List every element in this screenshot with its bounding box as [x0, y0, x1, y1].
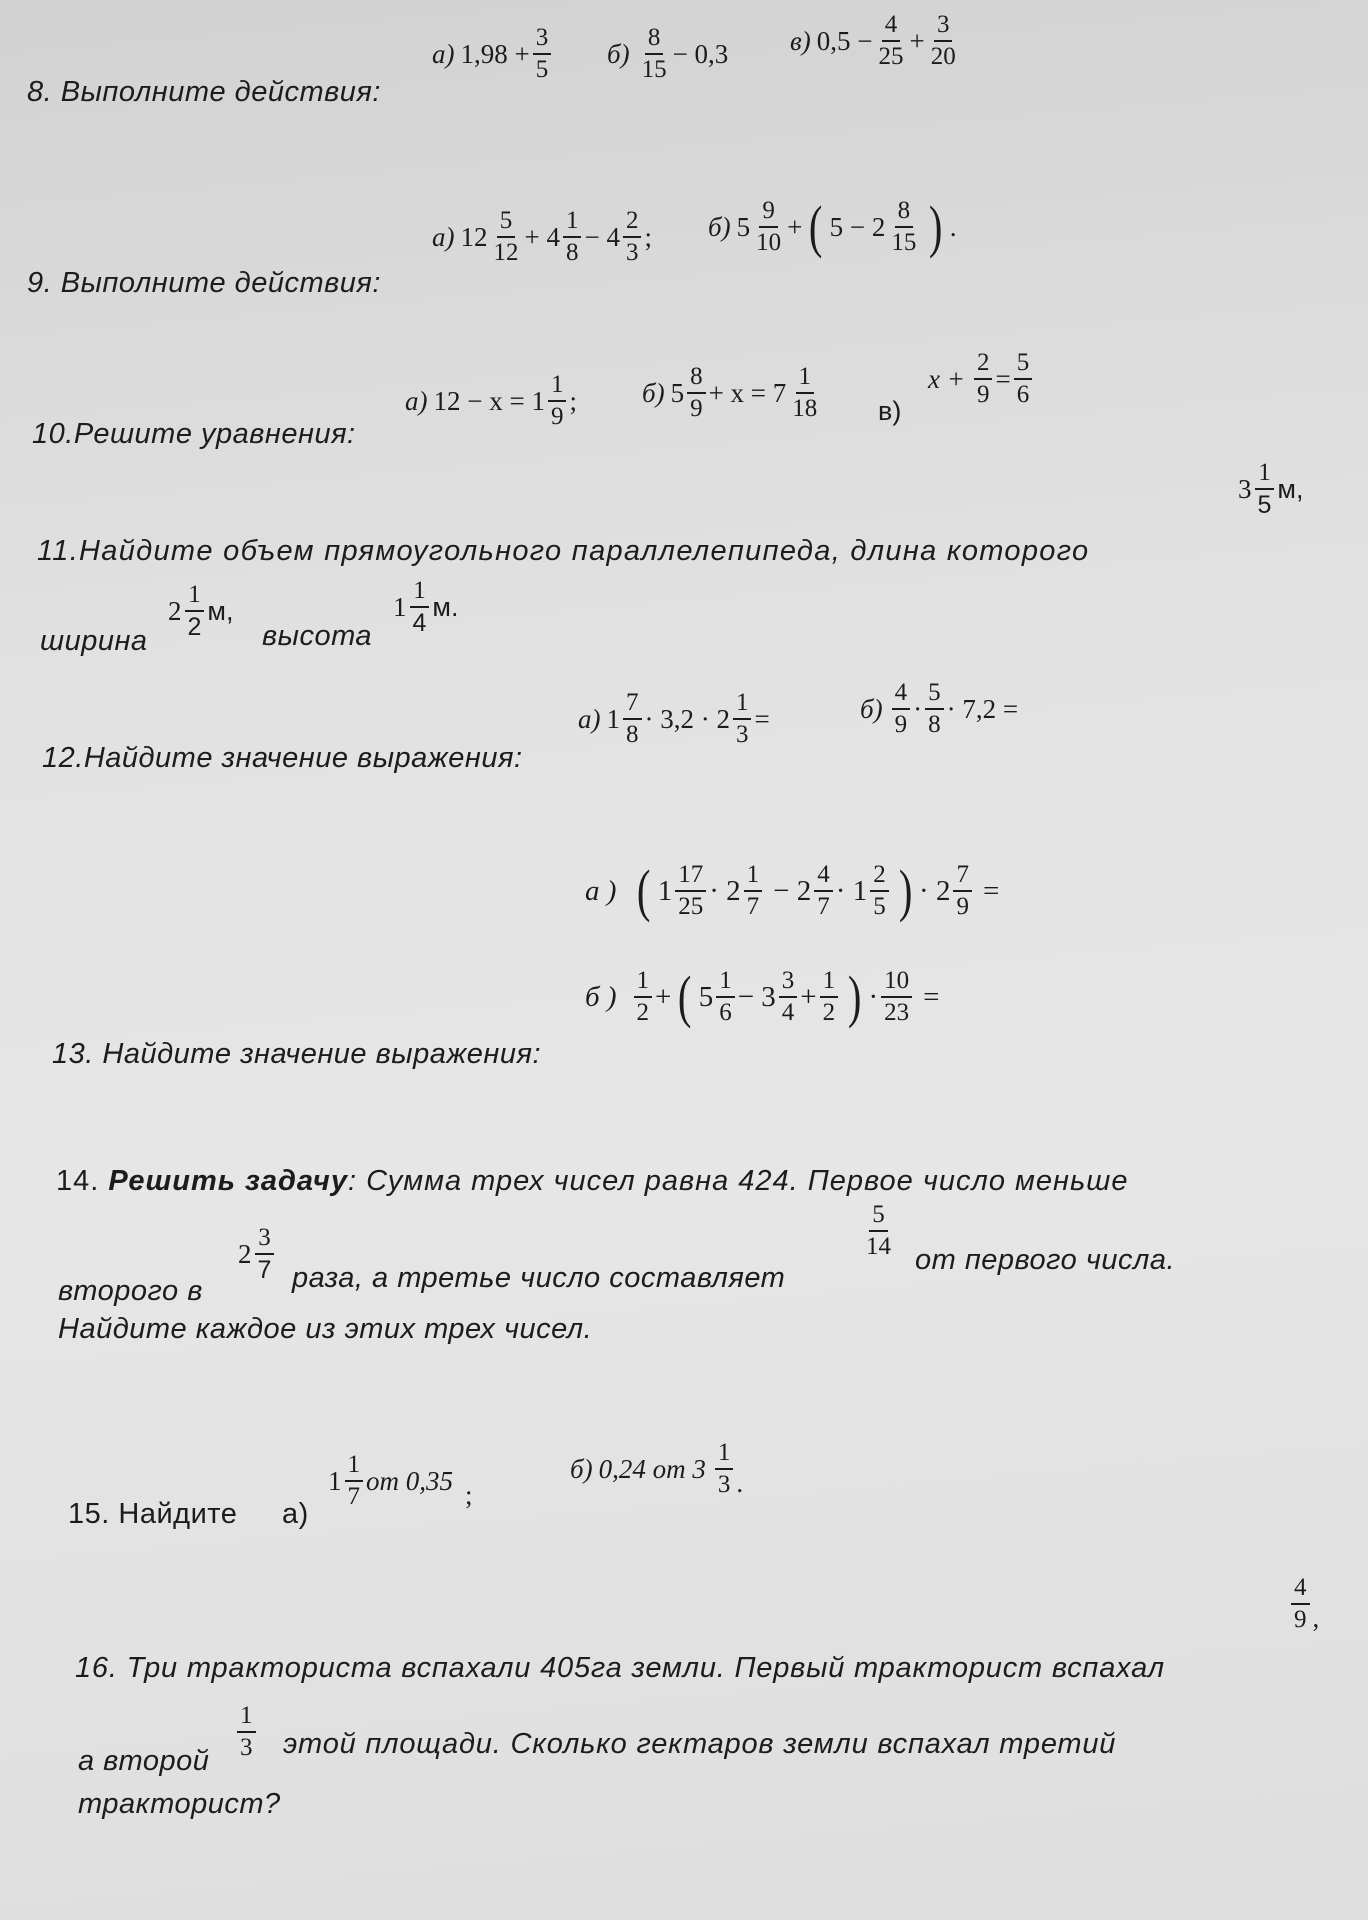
expr-text: 5 — [736, 211, 751, 242]
operator: + — [655, 980, 672, 1013]
mixed-whole: 1 — [657, 874, 673, 907]
task-11-height — [393, 578, 458, 637]
unit: м, — [207, 595, 234, 626]
task-15b-expression — [570, 1440, 743, 1499]
marker-b: б) — [642, 377, 665, 408]
task-16-fraction-2 — [234, 1703, 259, 1762]
fraction: $\frac{1}{8}$ — [563, 208, 582, 267]
task-text: Сумма трех чисел равна 424. Первое число меньше — [366, 1165, 1129, 1197]
task-16-line2a: а второй — [78, 1745, 210, 1777]
task-13b-expression — [585, 964, 940, 1030]
mixed-whole: 1 — [328, 1465, 342, 1496]
task-11-width — [168, 582, 233, 641]
task-9-label: 9. Выполните действия: — [27, 267, 381, 299]
fraction: $\frac{1}{3}$ — [237, 1703, 256, 1762]
fraction: $\frac{1}{3}$ — [715, 1440, 734, 1499]
task-8a-expression — [432, 25, 554, 84]
mixed-whole: 2 — [238, 1238, 252, 1269]
fraction: $\frac{3}{7}$ — [255, 1225, 275, 1284]
close-paren: ) — [898, 858, 913, 924]
fraction: $\frac{4}{9}$ — [1291, 1575, 1310, 1634]
task-13-label: 13. Найдите значение выражения: — [52, 1038, 542, 1070]
fraction: $\frac{3}{5}$ — [533, 25, 552, 84]
fraction: $\frac{17}{25}$ — [675, 862, 706, 921]
task-10v-marker — [878, 396, 901, 427]
fraction: $\frac{2}{9}$ — [974, 350, 993, 409]
operator: · 2 — [709, 874, 741, 907]
expr-text: 12 − x = 1 — [433, 385, 545, 416]
task-8-label: 8. Выполните действия: — [27, 76, 381, 108]
fraction: $\frac{3}{20}$ — [930, 11, 956, 71]
operator: + 4 — [524, 221, 560, 252]
mixed-whole: 3 — [1238, 473, 1252, 504]
fraction: $\frac{1}{2}$ — [634, 968, 653, 1027]
task-14-line2a: второго в — [58, 1275, 203, 1307]
marker-a: а ) — [585, 874, 617, 907]
task-number: 14. — [56, 1165, 100, 1197]
task-15a-marker: а) — [282, 1498, 309, 1530]
task-11-length — [1238, 460, 1303, 519]
task-14-line2b: раза, а третье число составляет — [292, 1262, 786, 1294]
close-paren: ) — [848, 964, 862, 1030]
task-9a-expression — [432, 208, 652, 267]
fraction: $\frac{3}{4}$ — [779, 968, 798, 1027]
task-11-line1: 11.Найдите объем прямоугольного параллелепипеда, длина которого — [37, 535, 1090, 567]
task-10b-equation — [642, 364, 823, 423]
expr-text: 5 − 2 — [829, 211, 886, 242]
task-16-fraction-1 — [1288, 1575, 1319, 1634]
fraction: $\frac{1}{3}$ — [733, 690, 752, 749]
expr-text: · 3,2 · 2 — [644, 703, 730, 734]
fraction: $\frac{8}{9}$ — [687, 364, 706, 423]
operator: − 4 — [584, 221, 620, 252]
task-14-line3: Найдите каждое из этих трех чисел. — [58, 1313, 593, 1345]
fraction: $\frac{8}{15}$ — [891, 197, 917, 257]
task-14-line2c: от первого числа. — [915, 1244, 1176, 1276]
punctuation: ; — [569, 385, 577, 416]
fraction: $\frac{1}{18}$ — [792, 363, 818, 423]
fraction: $\frac{5}{14}$ — [866, 1201, 891, 1261]
fraction: $\frac{4}{7}$ — [814, 862, 833, 921]
fraction: $\frac{9}{10}$ — [756, 197, 782, 257]
expr-text: 0,24 от 3 — [598, 1453, 706, 1484]
task-16-line2b: этой площади. Сколько гектаров земли вспахал третий — [283, 1728, 1117, 1760]
fraction: $\frac{10}{23}$ — [881, 968, 912, 1027]
marker-a: а) — [432, 221, 455, 252]
marker-a: а) — [405, 385, 428, 416]
expr-text: 1,98 + — [460, 38, 530, 69]
equals: = — [754, 703, 770, 734]
operator: + — [787, 211, 803, 242]
fraction: $\frac{4}{25}$ — [878, 11, 904, 71]
fraction: $\frac{1}{7}$ — [744, 862, 763, 921]
fraction: $\frac{2}{5}$ — [870, 862, 889, 921]
marker-v: в) — [790, 25, 811, 56]
open-paren: ( — [678, 964, 692, 1030]
marker-b: б) — [607, 38, 630, 69]
task-12-label: 12.Найдите значение выражения: — [42, 742, 523, 774]
fraction: $\frac{1}{5}$ — [1255, 460, 1275, 519]
task-13a-expression — [585, 858, 1000, 924]
marker-b: б) — [570, 1453, 593, 1484]
expr-text: − 0,3 — [672, 38, 729, 69]
task-12a-expression — [578, 690, 770, 749]
unit: м, — [1277, 473, 1304, 504]
task-10a-equation — [405, 372, 577, 431]
open-paren: ( — [809, 194, 823, 260]
expr-text: 5 — [670, 377, 685, 408]
fraction: $\frac{5}{6}$ — [1014, 350, 1033, 409]
fraction: $\frac{1}{2}$ — [185, 582, 205, 641]
fraction: $\frac{4}{9}$ — [892, 680, 911, 739]
operator: · — [913, 693, 923, 724]
close-paren: ) — [929, 194, 943, 260]
expr-text: · 7,2 = — [946, 693, 1019, 724]
task-11-height-label: высота — [262, 620, 373, 652]
marker-a: а) — [432, 38, 455, 69]
mixed-whole: 1 — [393, 591, 407, 622]
fraction: $\frac{5}{12}$ — [493, 207, 519, 267]
task-16-line1: 16. Три тракториста вспахали 405га земли. Первый тракторист вспахал — [75, 1652, 1165, 1684]
fraction: $\frac{5}{8}$ — [925, 680, 944, 739]
equals: = — [923, 980, 940, 1013]
task-10-label: 10.Решите уравнения: — [32, 418, 356, 450]
fraction: $\frac{1}{6}$ — [716, 968, 735, 1027]
punctuation: ; — [644, 221, 652, 252]
equals: = — [982, 874, 1000, 907]
task-12b-expression — [860, 680, 1018, 739]
fraction: $\frac{1}{4}$ — [410, 578, 430, 637]
expr-text: x + — [928, 363, 965, 394]
open-paren: ( — [637, 858, 651, 924]
task-8b-expression — [607, 25, 728, 84]
operator: + — [800, 980, 817, 1013]
marker-a: а) — [578, 703, 601, 734]
marker-b: б) — [860, 693, 883, 724]
marker-b: б ) — [585, 980, 617, 1013]
task-11-width-label: ширина — [40, 625, 148, 657]
punctuation: . — [949, 211, 957, 242]
fraction: $\frac{7}{9}$ — [953, 862, 972, 921]
marker-v: в) — [878, 396, 902, 426]
punctuation: . — [736, 1467, 744, 1498]
punctuation: , — [1312, 1602, 1320, 1633]
task-15a-expression — [328, 1452, 473, 1511]
operator: = — [995, 363, 1011, 394]
task-9b-expression — [708, 194, 957, 260]
operator: · 2 — [919, 874, 951, 907]
operator: · — [868, 980, 879, 1013]
fraction: $\frac{1}{9}$ — [548, 372, 567, 431]
mixed-whole: 5 — [698, 980, 714, 1013]
expr-text: 12 — [460, 221, 488, 252]
expr-text: + x = 7 — [708, 377, 787, 408]
colon: : — [347, 1165, 358, 1197]
task-14-line1 — [56, 1165, 1128, 1198]
task-16-line3: тракторист? — [78, 1788, 281, 1820]
operator: − 2 — [773, 874, 812, 907]
expr-text: от 0,35 — [366, 1465, 453, 1496]
fraction: $\frac{7}{8}$ — [623, 690, 642, 749]
fraction: $\frac{1}{7}$ — [345, 1452, 364, 1511]
task-15-label: 15. Найдите — [68, 1498, 238, 1530]
task-10v-equation — [928, 350, 1035, 409]
task-8v-expression — [790, 12, 962, 71]
fraction: $\frac{1}{2}$ — [820, 968, 839, 1027]
operator: + — [909, 25, 925, 56]
fraction: $\frac{2}{3}$ — [623, 208, 642, 267]
mixed-whole: 1 — [606, 703, 620, 734]
punctuation: ; — [465, 1479, 473, 1510]
operator: · 1 — [835, 874, 868, 907]
task-14-fraction — [860, 1202, 897, 1261]
operator: − 3 — [737, 980, 776, 1013]
fraction: $\frac{8}{15}$ — [641, 24, 667, 84]
expr-text: 0,5 − — [816, 25, 873, 56]
mixed-whole: 2 — [168, 595, 182, 626]
task-heading: Решить задачу — [108, 1165, 348, 1197]
unit: м. — [432, 591, 459, 622]
task-14-mixed-number — [238, 1225, 277, 1284]
marker-b: б) — [708, 211, 731, 242]
